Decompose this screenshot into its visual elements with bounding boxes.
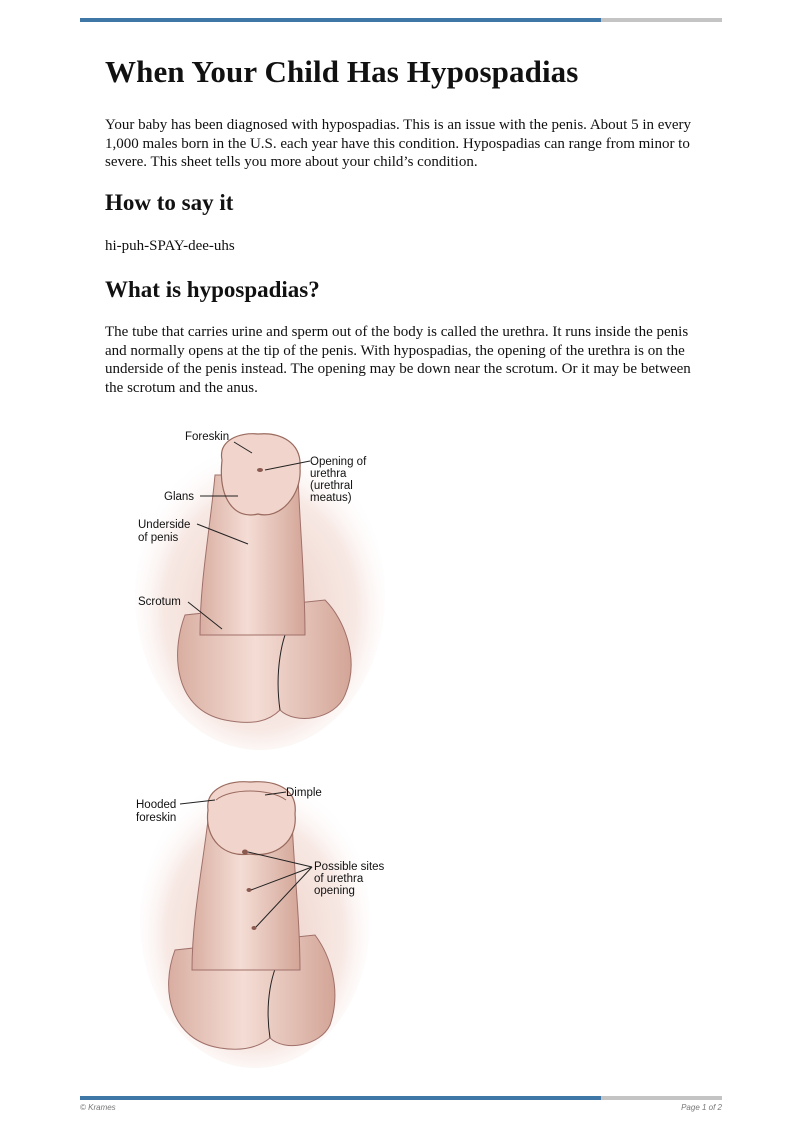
label-underside-2: of penis xyxy=(138,532,179,544)
label-opening-4: meatus) xyxy=(310,492,352,504)
label-foreskin: Foreskin xyxy=(185,431,230,443)
definition-paragraph: The tube that carries urine and sperm out of the body is called the urethra. It runs inside the penis and normally opens at the tip of the penis. With hypospadias, the opening of the urethra is on the underside of the penis instead. The opening may be down near the scrotum. Or it may be between the scrotum and the anus. xyxy=(105,324,691,396)
illustration-hypospadias xyxy=(130,770,410,1070)
label-dimple: Dimple xyxy=(286,787,322,799)
label-sites-2: of urethra xyxy=(314,873,364,885)
label-glans: Glans xyxy=(164,491,195,503)
section-heading-how-to-say: How to say it xyxy=(105,190,234,215)
label-sites-1: Possible sites xyxy=(314,861,385,873)
footer-rule-track xyxy=(601,1096,722,1100)
label-hooded-1: Hooded xyxy=(136,799,177,811)
label-underside-1: Underside xyxy=(138,519,191,531)
footer-page-number: Page 1 of 2 xyxy=(681,1103,722,1112)
label-opening-3: (urethral xyxy=(310,480,353,492)
label-opening-1: Opening of xyxy=(310,456,367,468)
glans-shape xyxy=(221,434,300,515)
urethra-site-1 xyxy=(242,850,248,855)
label-opening-2: urethra xyxy=(310,468,347,480)
header-rule-accent xyxy=(80,18,601,22)
header-rule-track xyxy=(601,18,722,22)
section-heading-what-is: What is hypospadias? xyxy=(105,277,320,302)
label-hooded-2: foreskin xyxy=(136,812,177,824)
label-scrotum: Scrotum xyxy=(138,596,181,608)
footer-copyright: © Krames xyxy=(80,1103,116,1112)
urethra-site-2 xyxy=(247,888,252,892)
page-title: When Your Child Has Hypospadias xyxy=(105,54,579,89)
label-sites-3: opening xyxy=(314,885,355,897)
urethral-meatus-mark xyxy=(257,468,263,472)
footer-rule-accent xyxy=(80,1096,601,1100)
header-rule xyxy=(80,18,722,22)
intro-paragraph: Your baby has been diagnosed with hypospadias. This is an issue with the penis. About 5 in every 1,000 males born in the U.S. each year have this condition. Hypospadias can range from minor to severe. This sheet tells you more about your child’s condition. xyxy=(105,117,692,170)
pronunciation-text: hi-puh-SPAY-dee-uhs xyxy=(105,238,235,254)
footer-rule xyxy=(80,1096,722,1100)
illustration-normal-anatomy xyxy=(130,420,390,750)
